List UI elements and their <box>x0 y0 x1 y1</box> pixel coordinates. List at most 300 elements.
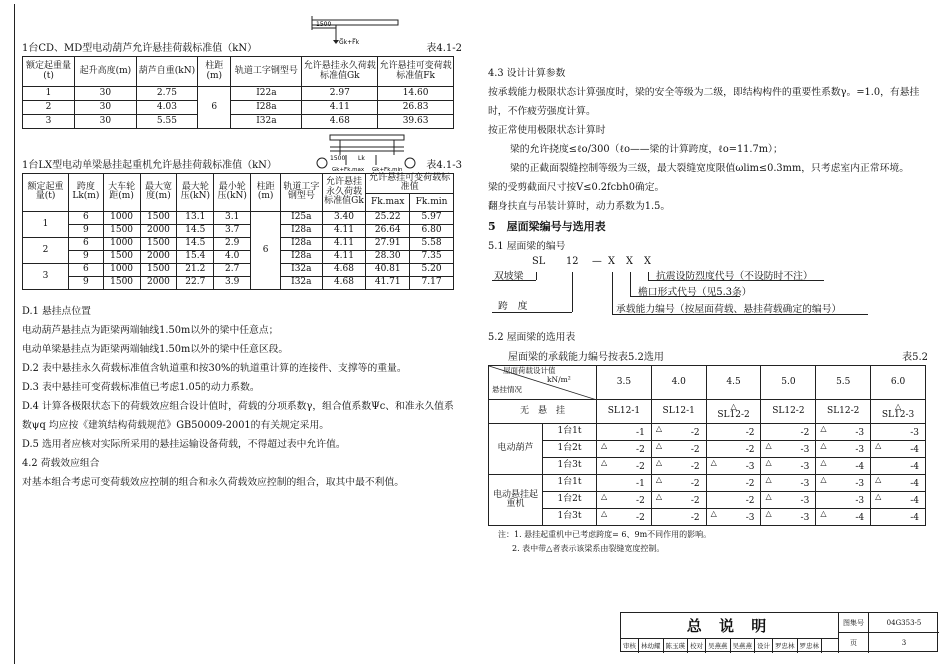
t3-sub-label: 1台1t <box>543 475 597 492</box>
t2-cell: 1000 <box>103 237 140 250</box>
note-d1: D.1 悬挂点位置 <box>22 305 91 317</box>
t3-cell-value: -4 <box>910 444 919 455</box>
t1-cell: 4.11 <box>302 101 378 115</box>
triangle-mark: △ <box>820 509 827 518</box>
t2-cell: 14.5 <box>177 224 214 237</box>
triangle-mark: △ <box>601 441 608 450</box>
t3-corner-bottom: 悬挂情况 <box>492 385 522 394</box>
t3-cell-value: -2 <box>690 495 700 506</box>
t2-h: 跨度Lk(m) <box>69 174 104 212</box>
t3-cell-value: -2 <box>745 444 755 455</box>
para-4-3-2a: 梁的允许挠度≤ℓo/300（ℓo——梁的计算跨度，ℓo=11.7m）； <box>510 144 783 155</box>
t2-cell: 40.81 <box>366 263 410 276</box>
t3-cell <box>761 475 816 492</box>
triangle-mark: △ <box>875 441 882 450</box>
t3-cell <box>651 509 706 526</box>
t1-cell: 30 <box>75 115 137 129</box>
t3-cell-value: -2 <box>690 444 700 455</box>
crane-label-b: Gk+Fk.min <box>372 167 403 173</box>
t3-cell-value: -4 <box>910 461 919 472</box>
t1-cell: 1 <box>23 87 75 101</box>
t2-cell: 4.0 <box>214 250 251 263</box>
triangle-mark: △ <box>894 401 902 411</box>
table2-number: 表4.1-3 <box>426 160 462 171</box>
t3-corner <box>489 366 597 400</box>
t3-cell <box>761 424 816 441</box>
t3-cell-value: -2 <box>636 512 645 523</box>
t1-cell: 30 <box>75 87 137 101</box>
t3-cell <box>871 424 926 441</box>
t1-cell: 5.55 <box>136 115 198 129</box>
t1-h: 允许悬挂可变荷载标准值Fk <box>378 57 454 87</box>
t2-cell: 2000 <box>140 250 177 263</box>
left-column <box>22 21 462 492</box>
t2-cell: 9 <box>69 224 104 237</box>
table1 <box>22 56 454 129</box>
table3-caption <box>488 347 928 365</box>
t3-cell-value: -1 <box>636 478 645 489</box>
selection-table <box>488 365 926 526</box>
t2-cell: 25.22 <box>366 211 410 224</box>
t1-cell: 2 <box>23 101 75 115</box>
t1-cell: 2.97 <box>302 87 378 101</box>
triangle-mark: △ <box>655 458 662 467</box>
t2-cell: 6 <box>69 237 104 250</box>
triangle-mark: △ <box>765 458 772 467</box>
t3-none-cell <box>597 400 652 424</box>
t3-none-cell <box>651 400 706 424</box>
code-sl: SL <box>532 256 546 267</box>
t2-cell: 1500 <box>103 250 140 263</box>
t3-corner-unit: kN/m² <box>547 375 571 384</box>
t2-cell: I25a <box>281 211 322 224</box>
t1-h: 柱距(m) <box>198 57 231 87</box>
t3-cell <box>871 441 926 458</box>
code-seismic: 抗震设防烈度代号（不设防时不注） <box>656 271 813 282</box>
note-d5: D.5 选用者应核对实际所采用的悬挂运输设备荷载，不得超过表中允许值。 <box>22 438 346 450</box>
t3-cell-value: -3 <box>800 512 810 523</box>
t3-cell-value: -3 <box>745 461 755 472</box>
signature-cell: 吴燕燕 <box>706 639 731 653</box>
t3-cell-value: -3 <box>800 495 810 506</box>
t2-cell: I32a <box>281 276 322 289</box>
t2-cell: 4.68 <box>322 276 366 289</box>
triangle-mark: △ <box>875 475 882 484</box>
t3-cell <box>706 458 761 475</box>
signature-cell: 罗忠林 <box>773 639 798 653</box>
triangle-mark: △ <box>765 475 772 484</box>
t2-h: 最大宽度(m) <box>140 174 177 212</box>
note-1: 注：1. 悬挂起重机中已考虑跨度= 6、9m不同作用的影响。 <box>498 530 712 539</box>
t2-cell: 1000 <box>103 263 140 276</box>
t2-cell: 28.30 <box>366 250 410 263</box>
t3-load: 5.5 <box>816 366 871 400</box>
para-4-3-2: 按正常使用极限状态计算时 <box>488 125 606 136</box>
atlas-number: 04G353-5 <box>886 619 922 627</box>
code-span: 跨 度 <box>498 301 528 312</box>
triangle-mark: △ <box>710 509 717 518</box>
t3-cell <box>706 475 761 492</box>
t2-cell: 3.7 <box>214 224 251 237</box>
table-row <box>23 87 454 101</box>
t2-cell: 5.58 <box>410 237 454 250</box>
heading-5: 5 屋面梁编号与选用表 <box>488 220 606 233</box>
triangle-mark: △ <box>875 492 882 501</box>
table3-notes <box>498 528 928 556</box>
t1-cell: 39.63 <box>378 115 454 129</box>
t3-cell-value: -3 <box>855 427 865 438</box>
t3-cell <box>597 492 652 509</box>
t3-cell-value: -3 <box>910 427 919 438</box>
t2-cell: I28a <box>281 250 322 263</box>
t2-cell: 22.7 <box>177 276 214 289</box>
t3-cell <box>816 424 871 441</box>
t2-h: 轨道工字钢型号 <box>281 174 322 212</box>
t2-h: 最小轮压(kN) <box>214 174 251 212</box>
t3-cell-value: -2 <box>800 427 810 438</box>
t3-cell <box>651 475 706 492</box>
triangle-mark: △ <box>655 424 662 433</box>
t2-cell: 21.2 <box>177 263 214 276</box>
title-block <box>620 612 938 652</box>
table-row <box>23 250 454 263</box>
t2-cell: 1500 <box>103 276 140 289</box>
t3-cell-value: -3 <box>800 444 810 455</box>
t3-none-label: 无 悬 挂 <box>489 400 597 424</box>
triangle-mark: △ <box>820 441 827 450</box>
t1-cell: 14.60 <box>378 87 454 101</box>
t3-cell <box>651 492 706 509</box>
right-column <box>488 64 928 556</box>
t2-cell: 7.35 <box>410 250 454 263</box>
triangle-mark: △ <box>765 492 772 501</box>
t3-cell <box>597 424 652 441</box>
t3-cell-value: -3 <box>800 478 810 489</box>
t2-h: Fk.max <box>366 193 410 211</box>
t3-cell-value: -2 <box>745 478 755 489</box>
heading-4-2: 4.2 荷载效应组合 <box>22 457 100 469</box>
t3-cell-value: -4 <box>855 512 865 523</box>
heading-5-1: 5.1 屋面梁的编号 <box>488 241 566 252</box>
t1-cell: 4.03 <box>136 101 198 115</box>
code-n: 12 <box>566 256 579 267</box>
table-row <box>23 211 454 224</box>
t1-span: 6 <box>198 87 231 129</box>
t3-none-value: SL12-2 <box>717 409 750 420</box>
t3-none-cell <box>816 400 871 424</box>
table1-caption <box>22 21 462 56</box>
t3-sub-label: 1台3t <box>543 509 597 526</box>
t2-cell: 6.80 <box>410 224 454 237</box>
triangle-mark: △ <box>710 458 717 467</box>
t2-cell: 4.68 <box>322 263 366 276</box>
t2-h: 大车轮距(m) <box>103 174 140 212</box>
t3-cell <box>651 424 706 441</box>
table-row <box>489 475 926 492</box>
t2-ton: 1 <box>23 211 69 237</box>
crane-lk-label: Lk <box>358 155 365 162</box>
t2-cell: 6 <box>69 211 104 224</box>
t2-cell: 1500 <box>103 224 140 237</box>
t1-h: 轨道工字钢型号 <box>231 57 302 87</box>
t1-cell: 4.68 <box>302 115 378 129</box>
t3-cell-value: -3 <box>800 461 810 472</box>
heading-5-2: 5.2 屋面梁的选用表 <box>488 332 576 343</box>
t3-cell <box>706 509 761 526</box>
hoist-load-label: G̅k+F̅k <box>339 39 360 46</box>
para-4-3-4: 翻身扶直与吊装计算时，动力系数为1.5。 <box>488 201 671 212</box>
triangle-mark: △ <box>730 401 737 411</box>
signature-cell: 校对 <box>688 639 706 653</box>
t3-cell-value: -3 <box>855 478 865 489</box>
sheet-title: 总 说 明 <box>621 613 839 639</box>
t3-cell <box>871 492 926 509</box>
code-double-slope: 双坡梁 <box>494 271 524 282</box>
table1-title: 1台CD、MD型电动葫芦允许悬挂荷载标准值（kN） <box>22 43 258 54</box>
t2-ton: 2 <box>23 237 69 263</box>
t3-cell <box>761 509 816 526</box>
triangle-mark: △ <box>601 509 608 518</box>
t3-cell-value: -2 <box>690 478 700 489</box>
t3-cell-value: -2 <box>636 495 645 506</box>
t2-cell: 1500 <box>140 211 177 224</box>
t2-cell: 3.9 <box>214 276 251 289</box>
table3-number: 表5.2 <box>902 352 928 363</box>
t3-load: 4.0 <box>651 366 706 400</box>
t2-cell: 7.17 <box>410 276 454 289</box>
table-row <box>23 237 454 250</box>
t3-cell <box>871 475 926 492</box>
hoist-diagram <box>292 14 402 54</box>
t3-load: 3.5 <box>597 366 652 400</box>
code-x2: X <box>626 256 633 267</box>
t3-cell <box>706 441 761 458</box>
t3-cell <box>706 492 761 509</box>
code-dash: — <box>592 256 602 267</box>
t1-cell: I32a <box>231 115 302 129</box>
t3-cell-value: -3 <box>855 444 865 455</box>
note-d2: D.2 表中悬挂永久荷载标准值含轨道重和按30%的轨道重计算的连接件、支撑等的重量。 <box>22 362 407 374</box>
t3-cell-value: -2 <box>745 427 755 438</box>
t3-cell-value: -4 <box>855 461 865 472</box>
t1-h: 葫芦自重(kN) <box>136 57 198 87</box>
t3-cell-value: -4 <box>910 495 919 506</box>
t3-cell <box>597 441 652 458</box>
t2-cell: 2.9 <box>214 237 251 250</box>
t3-none-value: SL12-1 <box>662 405 695 416</box>
t2-h: 允许悬挂永久荷载标准值Gk <box>322 174 366 212</box>
para-4-3-3: 梁的受剪截面尺寸按V≤0.2fcbh0确定。 <box>488 182 665 193</box>
t1-cell: 30 <box>75 101 137 115</box>
t3-load: 6.0 <box>871 366 926 400</box>
table-row <box>23 115 454 129</box>
t3-group-label: 电动葫芦 <box>489 424 543 475</box>
t2-cell: 26.64 <box>366 224 410 237</box>
table2-title: 1台LX型电动单梁悬挂起重机允许悬挂荷载标准值（kN） <box>22 160 277 171</box>
t2-cell: 5.97 <box>410 211 454 224</box>
table2-caption <box>22 129 462 173</box>
table-row <box>489 492 926 509</box>
t3-cell-value: -1 <box>636 427 645 438</box>
t2-cell: 1500 <box>140 263 177 276</box>
t2-cell: 15.4 <box>177 250 214 263</box>
table-row <box>489 458 926 475</box>
t3-cell-value: -2 <box>745 495 755 506</box>
signature-row <box>621 639 839 653</box>
table-row <box>23 263 454 276</box>
table3-intro: 屋面梁的承载能力编号按表5.2选用 <box>508 352 664 363</box>
t3-cell <box>871 509 926 526</box>
t2-cell: 1000 <box>103 211 140 224</box>
t2-cell: 13.1 <box>177 211 214 224</box>
page-row <box>839 633 939 653</box>
hoist-dim-label: 1500 <box>316 21 332 28</box>
t2-cell: 3.1 <box>214 211 251 224</box>
triangle-mark: △ <box>820 475 827 484</box>
t3-cell-value: -2 <box>690 512 700 523</box>
t3-cell-value: -3 <box>745 512 755 523</box>
t2-cell: I32a <box>281 263 322 276</box>
table-row <box>489 400 926 424</box>
t2-cell: 4.11 <box>322 250 366 263</box>
code-x1: X <box>608 256 615 267</box>
t3-corner-top: 屋面荷载设计值 <box>503 366 556 375</box>
t3-none-cell <box>761 400 816 424</box>
beam-code-diagram <box>488 256 928 340</box>
triangle-mark: △ <box>601 492 608 501</box>
t2-cell: 2000 <box>140 276 177 289</box>
t3-cell <box>816 509 871 526</box>
t3-cell <box>651 458 706 475</box>
t2-h: 允许悬挂可变荷载标准值 <box>366 174 454 194</box>
t2-cell: 14.5 <box>177 237 214 250</box>
table1-number: 表4.1-2 <box>426 43 462 54</box>
t1-cell: I28a <box>231 101 302 115</box>
t2-span: 6 <box>251 211 281 289</box>
t2-cell: 1500 <box>140 237 177 250</box>
t3-sub-label: 1台2t <box>543 492 597 509</box>
t2-cell: 9 <box>69 250 104 263</box>
table-row <box>23 224 454 237</box>
code-eave: 檐口形式代号（见5.3条） <box>638 287 752 298</box>
page-number: 3 <box>901 639 907 647</box>
t3-cell-value: -2 <box>636 461 645 472</box>
note-d1b: 电动单梁悬挂点为距梁两端轴线1.50m以外的梁中任意区段。 <box>22 343 289 355</box>
para-4-3-2b: 梁的正截面裂缝控制等级为三级，最大裂缝宽度限值ωlim≤0.3mm，只考虑室内正常环境。 <box>510 163 910 174</box>
table-row <box>489 509 926 526</box>
t1-h: 额定起重量(t) <box>23 57 75 87</box>
signature-cell: 陈玉瑛 <box>664 639 689 653</box>
signature-cell: 设计 <box>755 639 773 653</box>
t2-ton: 3 <box>23 263 69 289</box>
crane-diagram <box>310 131 420 173</box>
t3-cell <box>871 458 926 475</box>
t3-sub-label: 1台3t <box>543 458 597 475</box>
triangle-mark: △ <box>655 492 662 501</box>
t3-cell <box>706 424 761 441</box>
note-d4: D.4 计算各极限状态下的荷载效应组合设计值时，荷载的分项系数γ，组合值系数Ψc、和准永久值系数ψq 均应按《建筑结构荷载规范》GB50009-2001的有关规定采用。 <box>22 400 454 431</box>
t3-none-value: SL12-1 <box>607 405 641 416</box>
note-2: 2. 表中带△者表示该梁系由裂缝宽度控制。 <box>512 544 665 553</box>
t2-h: 柱距(m) <box>251 174 281 212</box>
signature-cell: 罗忠林 <box>798 639 823 653</box>
table-row <box>23 276 454 289</box>
t3-none-cell <box>871 400 926 424</box>
t2-cell: 3.40 <box>322 211 366 224</box>
note-d1a: 电动葫芦悬挂点为距梁两端轴线1.50m以外的梁中任意点； <box>22 324 279 336</box>
code-x3: X <box>644 256 651 267</box>
t1-cell: I22a <box>231 87 302 101</box>
t3-cell <box>597 509 652 526</box>
table-row <box>489 441 926 458</box>
para-4-3-1: 按承载能力极限状态计算强度时，梁的安全等级为二级，即结构构件的重要性系数γ。=1.0，有悬挂时，不作疲劳强度计算。 <box>488 87 920 117</box>
t3-cell-value: -2 <box>690 461 700 472</box>
t2-cell: 2.7 <box>214 263 251 276</box>
crane-dim-label: 1500 <box>330 155 346 162</box>
t3-cell <box>761 441 816 458</box>
t3-sub-label: 1台1t <box>543 424 597 441</box>
atlas-label: 图集号 <box>839 613 869 632</box>
t3-cell <box>816 475 871 492</box>
t2-cell: 6 <box>69 263 104 276</box>
t3-cell <box>816 492 871 509</box>
t1-h: 允许悬挂永久荷载标准值Gk <box>302 57 378 87</box>
t2-cell: 4.11 <box>322 237 366 250</box>
t2-h: 额定起重量(t) <box>23 174 69 212</box>
signature-cell: 吴燕燕 <box>731 639 756 653</box>
t2-cell: 41.71 <box>366 276 410 289</box>
t3-cell <box>651 441 706 458</box>
t2-cell: I28a <box>281 224 322 237</box>
t1-h: 起升高度(m) <box>75 57 137 87</box>
t1-cell: 2.75 <box>136 87 198 101</box>
para-4-2: 对基本组合考虑可变荷载效应控制的组合和永久荷载效应控制的组合，取其中最不利值。 <box>22 476 405 488</box>
triangle-mark: △ <box>820 458 827 467</box>
t3-sub-label: 1台2t <box>543 441 597 458</box>
t3-cell <box>761 492 816 509</box>
triangle-mark: △ <box>655 441 662 450</box>
triangle-mark: △ <box>765 509 772 518</box>
t3-cell-value: -2 <box>636 444 645 455</box>
t2-h: Fk.min <box>410 193 454 211</box>
t2-h: 最大轮压(kN) <box>177 174 214 212</box>
t1-cell: 3 <box>23 115 75 129</box>
t2-cell: 9 <box>69 276 104 289</box>
atlas-row <box>839 613 939 633</box>
code-capacity: 承载能力编号（按屋面荷载、悬挂荷载确定的编号） <box>616 304 842 315</box>
t3-cell <box>816 441 871 458</box>
t3-cell-value: -4 <box>910 512 919 523</box>
page-label: 页 <box>839 633 869 653</box>
t3-cell <box>761 458 816 475</box>
t2-cell: 27.91 <box>366 237 410 250</box>
t2-cell: 5.20 <box>410 263 454 276</box>
t3-none-cell <box>706 400 761 424</box>
t1-cell: 26.83 <box>378 101 454 115</box>
t3-group-label: 电动悬挂起重机 <box>489 475 543 526</box>
note-d3: D.3 表中悬挂可变荷载标准值已考虑1.05的动力系数。 <box>22 381 260 393</box>
triangle-mark: △ <box>820 424 827 433</box>
t2-cell: 2000 <box>140 224 177 237</box>
heading-4-3: 4.3 设计计算参数 <box>488 68 566 79</box>
t3-cell <box>597 475 652 492</box>
t3-cell-value: -3 <box>855 495 865 506</box>
t3-none-value: SL12-2 <box>772 405 805 416</box>
triangle-mark: △ <box>601 458 608 467</box>
table2 <box>22 173 454 290</box>
t3-cell-value: -4 <box>910 478 919 489</box>
t3-cell-value: -2 <box>690 427 700 438</box>
